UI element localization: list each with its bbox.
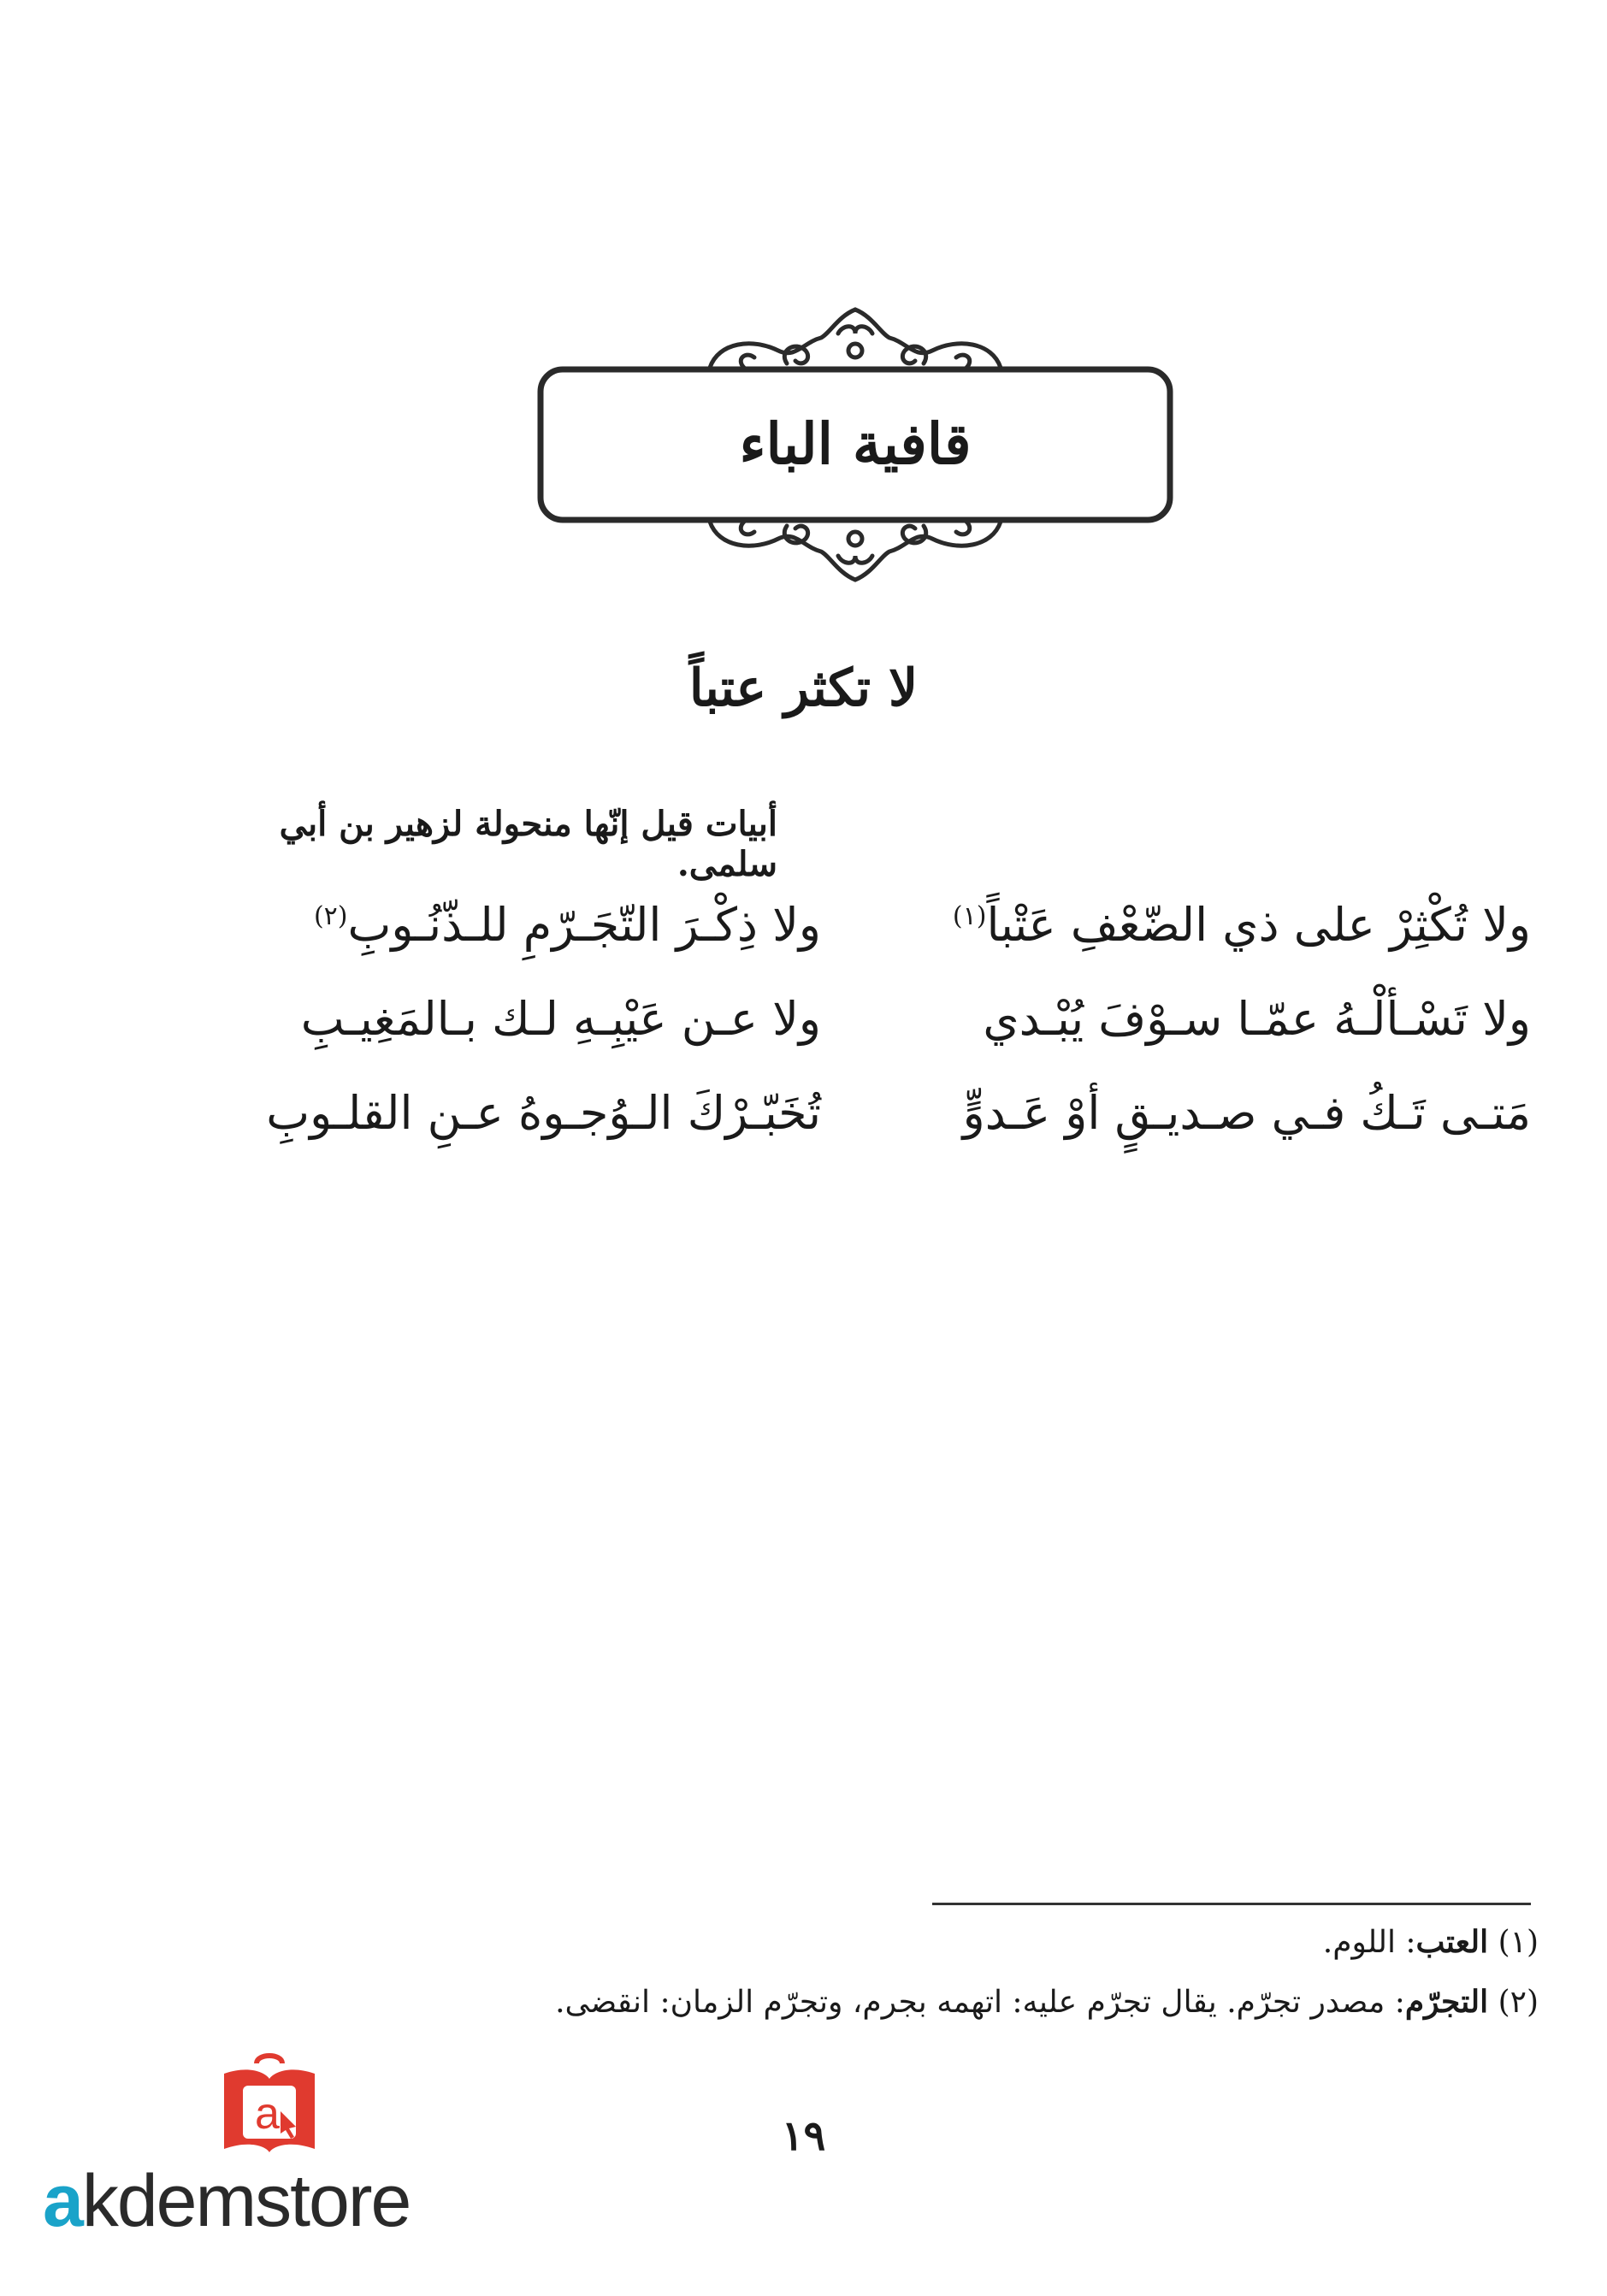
- verse-first-hemistich: [881, 1086, 1531, 1140]
- chapter-title-frame: [530, 291, 1180, 607]
- hemistich-text: مَتـى تَـكُ فـي صـديـقٍ أوْ عَـدوٍّ: [962, 1086, 1531, 1140]
- footnote-term: العتب: [1415, 1924, 1489, 1960]
- footnote-text: : مصدر تجرّم. يقال تجرّم عليه: اتهمه بجرم، وتجرّم الزمان: انقضى.: [555, 1985, 1405, 2020]
- logo-text: kdemstore: [81, 2160, 411, 2242]
- verse-second-hemistich: [188, 898, 821, 952]
- hemistich-text: ولا ذِكْـرَ التّجَـرّمِ للـذّنُـوبِ: [347, 898, 821, 952]
- footnote-number: (١): [1498, 1925, 1539, 1960]
- hemistich-text: ولا تُكْثِرْ على ذي الضّعْفِ عَتْباً: [986, 898, 1531, 952]
- verse-first-hemistich: [881, 992, 1531, 1046]
- hemistich-text: تُخَبّـرْكَ الـوُجـوهُ عـنِ القلـوبِ: [266, 1086, 821, 1140]
- verse: [188, 992, 1531, 1086]
- poem: [188, 898, 1531, 1180]
- footnote-term: التجرّم: [1404, 1984, 1489, 2020]
- footnote-text: : اللوم.: [1322, 1925, 1416, 1960]
- hemistich-text: ولا تَسْـألْـهُ عمّـا سـوْفَ يُبْـدي: [983, 992, 1531, 1046]
- svg-text:a: a: [255, 2089, 280, 2139]
- verse-second-hemistich: [188, 992, 821, 1046]
- verse: [188, 898, 1531, 992]
- poem-intro: أبيات قيل إنّها منحولة لزهير بن أبي سلمى.: [279, 804, 777, 884]
- verse-second-hemistich: [188, 1086, 821, 1140]
- akdemstore-logo: [43, 2048, 522, 2253]
- footnote: [384, 1924, 1539, 1960]
- verse: [188, 1086, 1531, 1180]
- logo-wordmark: [43, 2159, 410, 2244]
- poem-title: لا تكثر عتباً: [688, 658, 919, 718]
- footnote-divider: [932, 1903, 1531, 1905]
- footnote: [384, 1984, 1539, 2020]
- chapter-title: قافية الباء: [739, 410, 972, 477]
- hemistich-text: ولا عـن عَيْبِـهِ لـك بـالمَغِيـبِ: [300, 992, 821, 1046]
- footnote-ref: (١): [952, 901, 987, 931]
- verse-first-hemistich: [881, 898, 1531, 952]
- footnote-number: (٢): [1498, 1985, 1539, 2020]
- book-cart-icon: [214, 2048, 325, 2159]
- logo-accent-letter: a: [43, 2160, 82, 2242]
- footnote-ref: (٢): [313, 901, 348, 931]
- page-number: ١٩: [781, 2112, 826, 2160]
